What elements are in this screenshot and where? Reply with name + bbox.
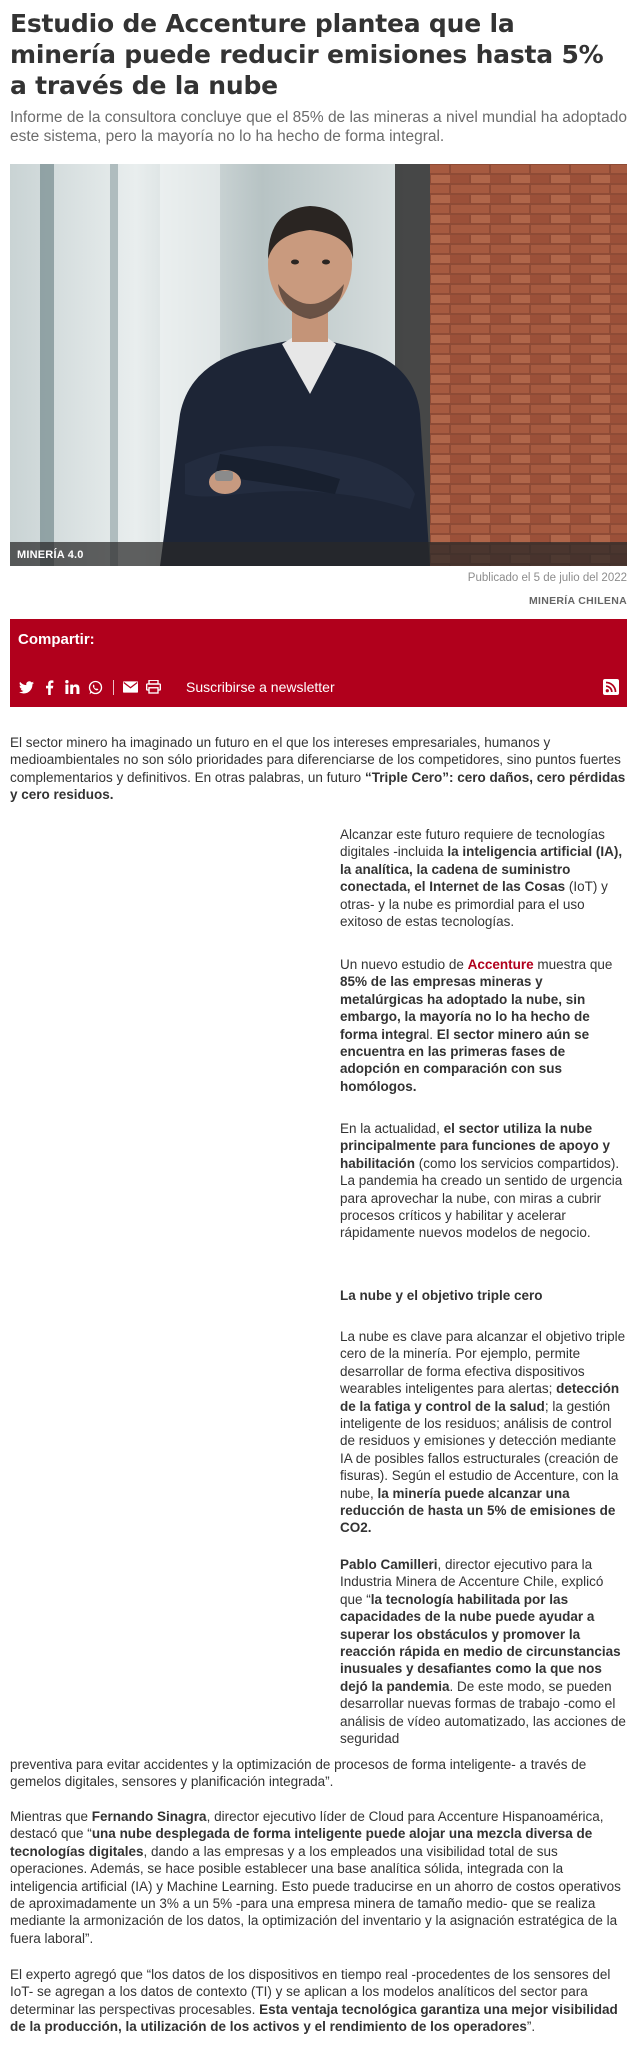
share-divider — [113, 680, 114, 695]
p7-text-b: , director ejecutivo líder de Cloud para Accenture Hispanoamérica, destacó que “ — [10, 1809, 604, 1842]
rss-icon[interactable] — [603, 679, 619, 695]
p7-text-a: Mientras que — [10, 1809, 92, 1824]
article-headline: Estudio de Accenture plantea que la minería puede reducir emisiones hasta 5% a través de la nube — [10, 9, 604, 100]
p2-bold: la inteligencia artificial (IA), la analítica, la cadena de suministro conectada, el Internet de las Cosas — [340, 844, 623, 895]
hero-photo-portrait — [10, 164, 627, 566]
paragraph-intro-text: El sector minero ha imaginado un futuro en el que los intereses empresariales, humanos y medioambientales no son sólo prioridades para diferenciarse de los competidores, sino puntos fuertes complementarios y definitivos. En otras palabras, un futuro — [10, 735, 621, 785]
section-subheading: La nube y el objetivo triple cero — [340, 1288, 543, 1303]
paragraph-intro-bold: “Triple Cero”: cero daños, cero pérdidas y cero residuos. — [10, 769, 626, 803]
newsletter-link[interactable]: Suscribirse a newsletter — [186, 679, 335, 695]
p4-text-a: En la actualidad, — [340, 1121, 444, 1136]
p6-quote-bold: la tecnología habilitada por las capacidades de la nube puede ayudar a superar los obstáculos y promover la reacción rápida en medio de circunstancias inusuales y desafiantes como la que nos dejó la pandemia — [340, 1591, 621, 1694]
p6-text-c: . De este modo, se pueden desarrollar nuevas formas de trabajo -como el análisis de vídeo automatizado, las acciones de seguridad — [340, 1678, 626, 1747]
p5-bold-b: detección de la fatiga y control de la salud — [340, 1381, 620, 1414]
p2-text-c: (IoT) y otras- y la nube es primordial para el uso exitoso de estas tecnologías. — [340, 879, 608, 930]
p3-text-a: Un nuevo estudio de — [340, 957, 468, 972]
section-label[interactable]: MINERÍA CHILENA — [528, 595, 627, 607]
facebook-icon[interactable] — [41, 679, 57, 695]
hero-image — [10, 164, 627, 566]
p5-text-a: La nube es clave para alcanzar el objetivo triple cero de la minería. Por ejemplo, permite desarrollar de forma efectiva dispositivos wearables inteligentes para alertas; — [340, 1329, 626, 1397]
p5-text-c: ; la gestión inteligente de los residuos; análisis de control de residuos y emisiones y detección mediante IA de posibles fallos estructurales (creación de fisuras). Según el estudio de Accenture, con la nube, — [340, 1398, 619, 1501]
whatsapp-icon[interactable] — [87, 679, 103, 695]
paragraph-camilleri-continued: preventiva para evitar accidentes y la optimización de procesos de forma inteligente- a través de gemelos digitales, sensores y planificación integrada”. — [10, 1757, 587, 1790]
p7-person-name: Fernando Sinagra — [91, 1809, 207, 1824]
p8-text-a: El experto agregó que “los datos de los dispositivos en tiempo real -procedentes de los sensores del IoT- se agregan a los datos de contexto (TI) y se aplican a los modelos analíticos del sector para determinar las perspectivas procesables. — [10, 1967, 611, 2017]
paragraph-triple-zero — [340, 1328, 627, 1537]
p3-bold-e: El sector minero aún se encuentra en las primeras fases de adopción en comparación con sus homólogos. — [340, 1026, 590, 1094]
paragraph-intro — [10, 734, 627, 804]
paragraph-expert — [10, 1966, 627, 2036]
twitter-icon[interactable] — [18, 679, 34, 695]
print-icon[interactable] — [145, 679, 161, 695]
article-subtitle: Informe de la consultora concluye que el 85% de las mineras a nivel mundial ha adoptado este sistema, pero la mayoría no lo ha hecho de forma integral. — [10, 109, 627, 145]
p5-bold-d: la minería puede alcanzar una reducción de hasta un 5% de emisiones de CO2. — [340, 1485, 616, 1536]
accenture-link[interactable]: Accenture — [467, 957, 534, 972]
image-caption-bar — [10, 542, 627, 566]
share-bar — [10, 619, 627, 707]
p2-text-a: Alcanzar este futuro requiere de tecnologías digitales -incluida — [340, 827, 605, 860]
p6-person-name: Pablo Camilleri — [340, 1557, 438, 1572]
p3-text-b: muestra que — [533, 957, 613, 972]
share-icons — [18, 678, 168, 696]
p7-bold-c: una nube desplegada de forma inteligente puede alojar una mezcla diversa de tecnologías digitales — [10, 1826, 593, 1859]
p7-text-d: , dando a las empresas y a los empleados una visibilidad total de sus operaciones. Además, se hace posible establecer una base analítica sólida, integrada con la inteligencia artificial (IA) y Machine Learning. Esto puede traducirse en un ahorro de costos operativos de aproximadamente un 3% a un 5% -para una empresa minera de tamaño medio- que se realiza mediante la armonización de los datos, la optimización del inventario y la asignación estratégica de la fuera laboral”. — [10, 1843, 621, 1946]
p3-bold-c: 85% de las empresas mineras y metalúrgicas ha adoptado la nube, sin embargo, la mayoría no lo ha hecho de forma integra — [340, 974, 590, 1042]
p4-bold: el sector utiliza la nube principalmente para funciones de apoyo y habilitación — [340, 1121, 611, 1171]
p4-text-c: (como los servicios compartidos). La pandemia ha creado un sentido de urgencia para aprovechar la nube, con miras a cubrir procesos críticos y habilitar y acelerar rápidamente nuevos modelos de negocio. — [340, 1155, 623, 1241]
paragraph-sinagra — [10, 1808, 627, 1947]
linkedin-icon[interactable] — [64, 679, 80, 695]
paragraph-technologies — [340, 826, 627, 930]
email-icon[interactable] — [122, 679, 138, 695]
p6-text-a: , director ejecutivo para la Industria Minera de Accenture Chile, explicó que “ — [340, 1557, 604, 1607]
paragraph-study — [340, 956, 627, 1095]
paragraph-camilleri — [340, 1556, 627, 1747]
p8-bold-b: Esta ventaja tecnológica garantiza una mejor visibilidad de la producción, la utilización de los activos y el rendimiento de los operadores — [10, 2001, 618, 2035]
p8-text-c: ”. — [526, 2019, 536, 2035]
share-title: Compartir: — [18, 631, 95, 648]
publish-date: Publicado el 5 de julio del 2022 — [467, 572, 627, 584]
image-caption: MINERÍA 4.0 — [17, 549, 84, 561]
p3-text-d: l. — [426, 1026, 437, 1042]
paragraph-current-use — [340, 1120, 627, 1242]
